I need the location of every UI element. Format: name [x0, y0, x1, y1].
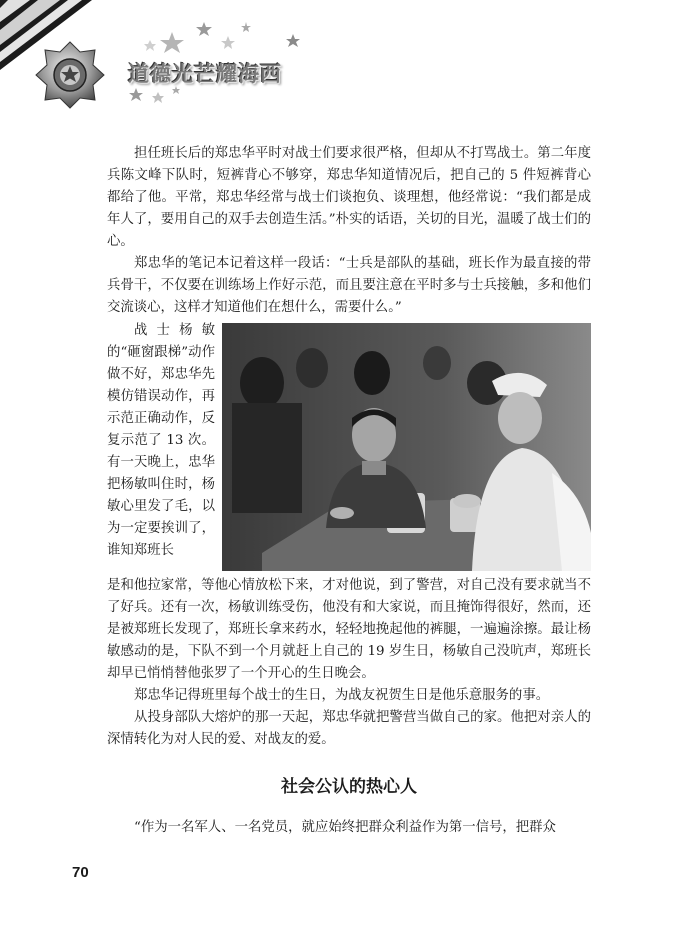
page-number: 70 — [72, 864, 89, 881]
header-title: 道德光芒耀海西 — [128, 62, 282, 86]
continuation-paragraph: 是和他拉家常，等他心情放松下来，才对他说，到了警营，对自己没有要求就当不了好兵。还有一次，杨敏训练受伤，他没有和大家说，而且掩饰得很好，然而，还是被郑班长发现了，郑班长拿来药水，轻轻地挽起他的裤腿，一遍遍涂擦。最让杨敏感动的是，下队不到一个月就赶上自己的 19 岁生日，杨敏自己没吭声，郑班长却早已悄悄替他张罗了一个开心的生日晚会。 — [107, 578, 591, 681]
paragraph-last: “作为一名军人、一名党员，就应始终把群众利益作为第一信号，把群众 — [134, 820, 556, 835]
paragraph-2: 郑忠华的笔记本记着这样一段话：“士兵是部队的基础，班长作为最直接的带兵骨干，不仅要在训练场上作好示范，而且要注意在平时多与士兵接触，多和他们交流谈心，这样才知道他们在想什么，需要什么。” — [107, 256, 591, 315]
page-header — [0, 0, 677, 110]
soldiers-photo — [222, 323, 591, 571]
wrap-paragraph: 战士杨敏的“砸窗跟梯”动作做不好，郑忠华先模仿错误动作，再示范正确动作，反复示范了 13 次。有一天晚上，忠华把杨敏叫住时，杨敏心里发了毛，以为一定要挨训了，谁知郑班长 — [107, 323, 215, 558]
paragraph-1: 担任班长后的郑忠华平时对战士们要求很严格，但却从不打骂战士。第二年度兵陈文峰下队时，短裤背心不够穿，郑忠华知道情况后，把自己的 5 件短裤背心都给了他。平常，郑忠华经常与战士们谈抱负、谈理想，他经常说：“我们都是成年人了，要用自己的双手去创造生活。”朴实的话语，关切的目光，温暖了战士们的心。 — [107, 146, 591, 249]
paragraph-birthday: 郑忠华记得班里每个战士的生日，为战友祝贺生日是他乐意服务的事。 — [134, 688, 550, 703]
section-heading: 社会公认的热心人 — [281, 777, 417, 797]
header-decoration — [0, 0, 677, 110]
medal-emblem-icon — [36, 42, 104, 108]
paragraph-family: 从投身部队大熔炉的那一天起，郑忠华就把警营当做自己的家。他把对亲人的深情转化为对人民的爱、对战友的爱。 — [107, 710, 591, 747]
